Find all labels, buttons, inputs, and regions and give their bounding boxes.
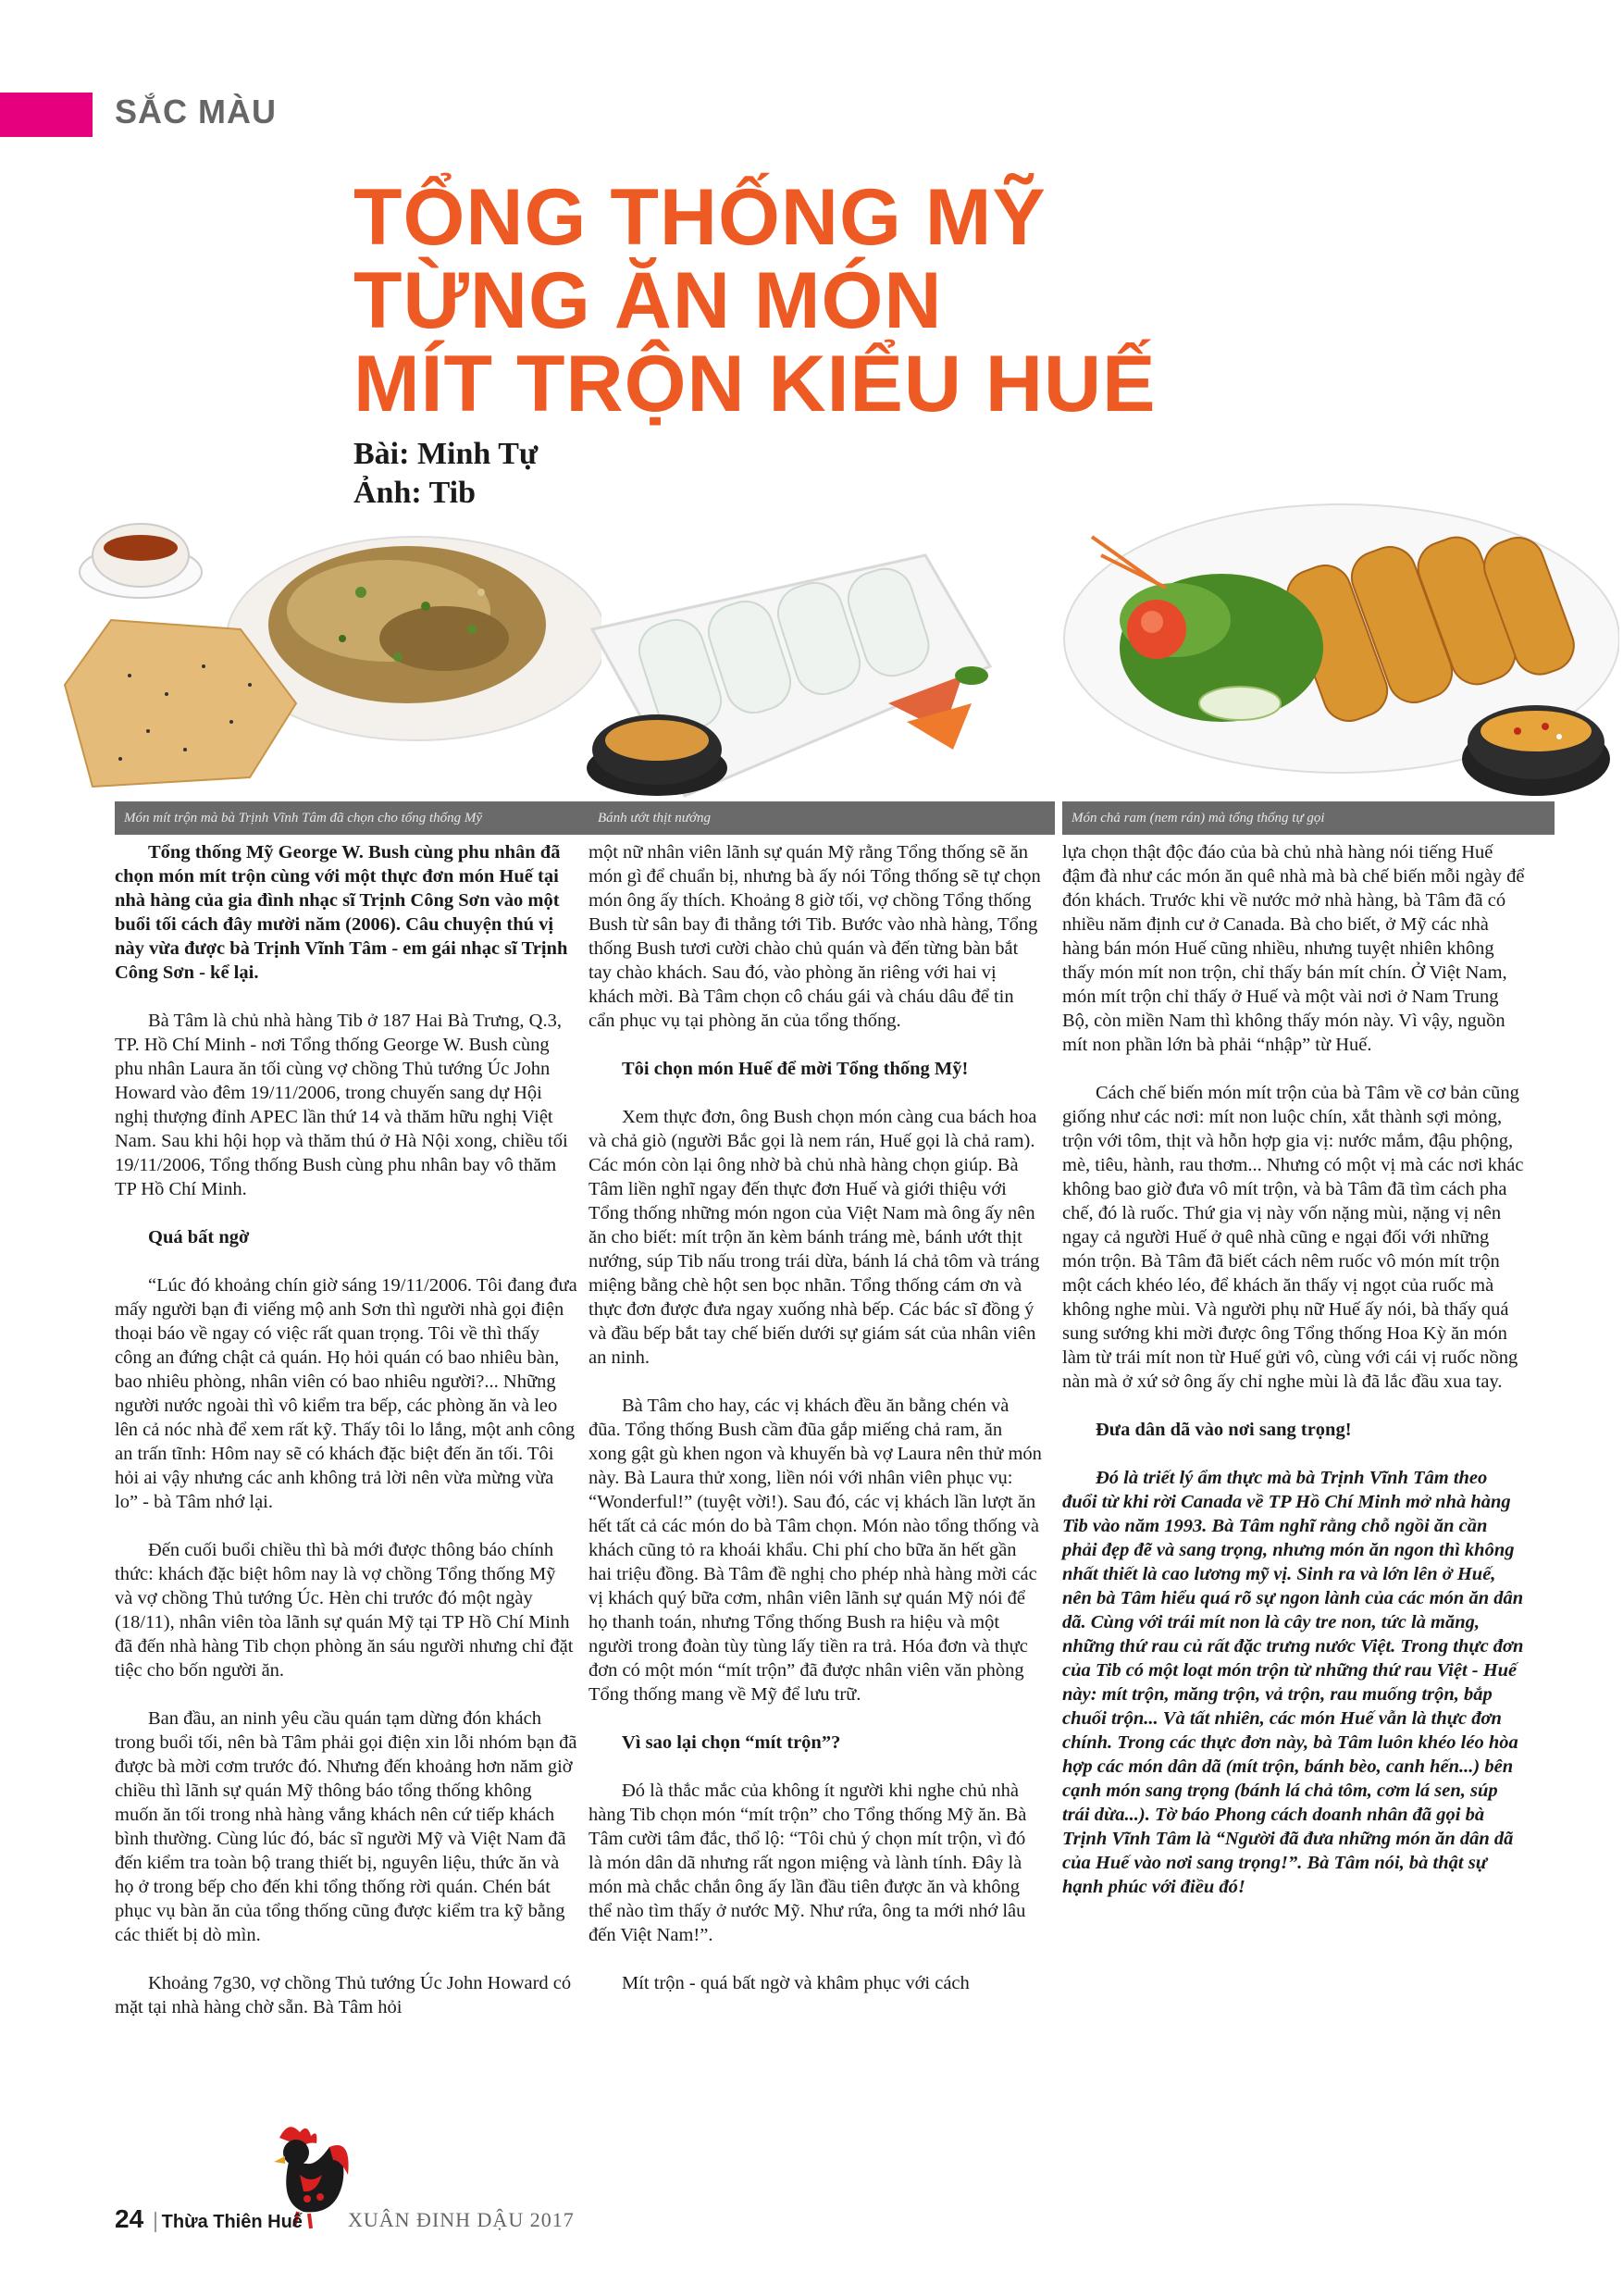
paragraph: Đó là triết lý ẩm thực mà bà Trịnh Vĩnh Tâm theo đuổi từ khi rời Canada về TP Hồ Chí Minh mở nhà hàng Tib vào năm 1993. Bà Tâm nghĩ rằng chỗ ngồi ăn cần phải đẹp đẽ và sang trọng, nhưng món ăn ngon thì không nhất thiết là cao lương mỹ vị. Sinh ra và lớn lên ở Huế, nên bà Tâm hiểu quá rõ sự ngon lành của các món ăn dân dã. Cùng với trái mít non là cây tre non, tức là măng, những thứ rau củ rất đặc trưng nước Việt. Trong thực đơn của Tib có một loạt món trộn từ những thứ rau Việt - Huế này: mít trộn, măng trộn, vả trộn, rau muống trộn, bắp chuối trộn... Và tất nhiên, các món Huế vẫn là thực đơn chính. Trong các thực đơn này, bà Tâm luôn khéo léo hòa hợp các món dân dã (mít trộn, bánh bèo, canh hến...) bên cạnh món sang trọng (bánh lá chả tôm, cơm lá sen, súp trái dừa...). Tờ báo Phong cách doanh nhân đã gọi bà Trịnh Vĩnh Tâm là “Người đã đưa những món ăn dân dã của Huế vào nơi sang trọng!”. Bà Tâm nói, bà thật sự hạnh phúc với điều đó!: [1062, 1468, 1524, 1897]
section-heading: Đưa dân dã vào nơi sang trọng!: [1096, 1420, 1352, 1440]
paragraph: Cách chế biến món mít trộn của bà Tâm về cơ bản cũng giống như các nơi: mít non luộc chín, xắt thành sợi mỏng, trộn với tôm, thịt và hỗn hợp gia vị: nước mắm, đậu phộng, mè, tiêu, hành, rau thơm... Nhưng có một vị mà các nơi khác không bao giờ đưa vô mít trộn, và bà Tâm đã tìm cách pha chế, đó là ruốc. Thứ gia vị này vốn nặng mùi, nặng vị nên ngay cả người Huế ở quê nhà cũng e ngại đối với những món trộn. Bà Tâm đã biết cách nêm ruốc vô món mít trộn một cách khéo léo, để khách ăn thấy vị ngọt của ruốc mà không nghe mùi. Và người phụ nữ Huế ấy nói, bà thấy quá sung sướng khi mời được ông Tổng thống Hoa Kỳ ăn món làm từ trái mít non từ Huế gửi vô, cùng với cái vị ruốc nồng nàn mà ở xứ sở ông ấy chỉ nghe mùi là đã lắc đầu xua tay.: [1062, 1083, 1524, 1392]
author-credit: Bài: Minh Tự: [353, 437, 539, 471]
title-line: TỪNG ĂN MÓN: [353, 256, 943, 345]
magazine-name: Thừa Thiên Huế: [155, 2212, 303, 2232]
issue-label: XUÂN ĐINH DẬU 2017: [348, 2208, 575, 2231]
paragraph: Bà Tâm cho hay, các vị khách đều ăn bằng chén và đũa. Tổng thống Bush cầm đũa gắp miếng chả ram, ăn xong gật gù khen ngon và khuyến bà vợ Laura nên thử món này. Bà Laura thử xong, liền nói với nhân viên phục vụ: “Wonderful!” (tuyệt vời!). Sau đó, các vị khách lần lượt ăn hết tất cả các món do bà Tâm chọn. Món nào tổng thống và khách cũng tỏ ra khoái khẩu. Chi phí cho bữa ăn hết gần hai triệu đồng. Bà Tâm đề nghị cho phép nhà hàng mời các vị khách quý bữa cơm, nhân viên lãnh sự quán Mỹ nói để họ thanh toán, nhưng Tổng thống Bush ra hiệu và một người trong đoàn tùy tùng lấy tiền ra trả. Hóa đơn và thực đơn có một món “mít trộn” đã được nhân viên văn phòng Tổng thống mang về Mỹ để lưu trữ.: [588, 1396, 1042, 1705]
paragraph: Khoảng 7g30, vợ chồng Thủ tướng Úc John Howard có mặt tại nhà hàng chờ sẵn. Bà Tâm hỏi: [115, 1973, 572, 2017]
section-heading: Quá bất ngờ: [148, 1227, 250, 1247]
photo-caption: Món chả ram (nem rán) mà tổng thống tự gọi: [1062, 801, 1555, 835]
photo-credit: Ảnh: Tib: [353, 476, 476, 510]
paragraph: Xem thực đơn, ông Bush chọn món càng cua bách hoa và chả giò (người Bắc gọi là nem rán, Huế gọi là chả ram). Các món còn lại ông nhờ bà chủ nhà hàng chọn giúp. Bà Tâm liền nghĩ ngay đến thực đơn Huế và giới thiệu với Tổng thống những món ngon của Việt Nam mà ông ấy nên ăn cho biết: mít trộn ăn kèm bánh tráng mè, bánh ướt thịt nướng, súp Tib nấu trong trái dừa, bánh lá chả tôm và tráng miệng bằng chè hột sen bọc nhãn. Tổng thống cám ơn và thực đơn được đưa ngay xuống nhà bếp. Các bác sĩ đồng ý và đầu bếp bắt tay chế biến dưới sự giám sát của nhân viên an ninh.: [588, 1107, 1040, 1368]
photo-caption: Món mít trộn mà bà Trịnh Vĩnh Tâm đã chọn cho tổng thống Mỹ: [115, 801, 596, 835]
paragraph: “Lúc đó khoảng chín giờ sáng 19/11/2006. Tôi đang đưa mấy người bạn đi viếng mộ anh Sơn thì người nhà gọi điện thoại báo về ngay có việc rất quan trọng. Tôi về thì thấy công an đứng chật cả quán. Họ hỏi quán có bao nhiêu bàn, bao nhiêu phòng, nhân viên có bao nhiêu người?... Những người nước ngoài thì vô kiểm tra bếp, các phòng ăn và leo lên cả nóc nhà để xem rất kỹ. Thấy tôi lo lắng, một anh công an trấn tĩnh: Hôm nay sẽ có khách đặc biệt đến ăn tối. Tôi hỏi ai vậy nhưng các anh không trả lời nên vừa mừng vừa lo” - bà Tâm nhớ lại.: [115, 1275, 577, 1512]
paragraph: Tổng thống Mỹ George W. Bush cùng phu nhân đã chọn món mít trộn cùng với một thực đơn món Huế tại nhà hàng của gia đình nhạc sĩ Trịnh Công Sơn vào một buổi tối cách đây mười năm (2006). Câu chuyện thú vị này vừa được bà Trịnh Vĩnh Tâm - em gái nhạc sĩ Trịnh Công Sơn - kể lại.: [115, 842, 568, 983]
article-column-1: [115, 840, 577, 2043]
title-line: TỔNG THỐNG MỸ: [353, 173, 1047, 262]
title-line: MÍT TRỘN KIỂU HUẾ: [353, 340, 1157, 428]
photo-mit-tron: [56, 500, 601, 814]
section-tag-bar: [0, 93, 93, 137]
photo-caption: Bánh ướt thịt nướng: [588, 801, 1055, 835]
paragraph: Bà Tâm là chủ nhà hàng Tib ở 187 Hai Bà Trưng, Q.3, TP. Hồ Chí Minh - nơi Tổng thống George W. Bush cùng phu nhân Laura ăn tối cùng vợ chồng Thủ tướng Úc John Howard vào đêm 19/11/2006, trong chuyến sang dự Hội nghị thượng đỉnh APEC lần thứ 14 và thăm hữu nghị Việt Nam. Sau khi hội họp và thăm thú ở Hà Nội xong, chiều tối 19/11/2006, Tổng thống Bush cùng phu nhân bay vô thăm TP Hồ Chí Minh.: [115, 1011, 568, 1199]
paragraph: lựa chọn thật độc đáo của bà chủ nhà hàng nói tiếng Huế đậm đà như các món ăn quê nhà mà bà chế biến mỗi ngày để đón khách. Trước khi về nước mở nhà hàng, bà Tâm đã có nhiều năm định cư ở Canada. Bà cho biết, ở Mỹ các nhà hàng bán món Huế cũng nhiều, nhưng tuyệt nhiên không thấy món mít non trộn, chỉ thấy bán mít chín. Ở Việt Nam, món mít trộn chỉ thấy ở Huế và một vài nơi ở Nam Trung Bộ, còn miền Nam thì không thấy món này. Vì vậy, nguồn mít non phần lớn bà phải “nhập” từ Huế.: [1062, 842, 1525, 1055]
paragraph: Mít trộn - quá bất ngờ và khâm phục với cách: [622, 1973, 970, 1993]
section-label: SẮC MÀU: [115, 93, 277, 130]
section-heading: Vì sao lại chọn “mít trộn”?: [622, 1732, 841, 1753]
article-title: [353, 173, 1556, 428]
page-number: 24: [115, 2204, 144, 2233]
paragraph: Đến cuối buổi chiều thì bà mới được thông báo chính thức: khách đặc biệt hôm nay là vợ chồng Tổng thống Mỹ và vợ chồng Thủ tướng Úc. Hèn chi trước đó một ngày (18/11), nhân viên tòa lãnh sự quán Mỹ tại TP Hồ Chí Minh đã đến nhà hàng Tib chọn phòng ăn sáu người nhưng chỉ đặt tiệc cho bốn người ăn.: [115, 1540, 574, 1681]
paragraph: Ban đầu, an ninh yêu cầu quán tạm dừng đón khách trong buổi tối, nên bà Tâm phải gọi điện xin lỗi nhóm bạn đã được bà mời cơm trước đó. Nhưng đến khoảng hơn năm giờ chiều thì lãnh sự quán Mỹ thông báo tổng thống không muốn ăn tối trong nhà hàng vắng khách nên cứ tiếp khách bình thường. Cùng lúc đó, bác sĩ người Mỹ và Việt Nam đã đến kiểm tra toàn bộ trang thiết bị, nguyên liệu, thức ăn và họ ở trong bếp cho đến khi tổng thống rời quán. Chén bát phục vụ bàn ăn của tổng thống cũng được kiểm tra kỹ bằng các thiết bị dò mìn.: [115, 1708, 577, 1945]
page-footer: [115, 2204, 303, 2234]
article-column-2: [588, 840, 1042, 2019]
section-heading: Tôi chọn món Huế để mời Tổng thống Mỹ!: [622, 1059, 969, 1079]
paragraph: một nữ nhân viên lãnh sự quán Mỹ rằng Tổng thống sẽ ăn món gì để chuẩn bị, nhưng bà ấy nói Tổng thống sẽ tự chọn món ông ấy thích. Khoảng 8 giờ tối, vợ chồng Tổng thống Bush từ sân bay đi thẳng tới Tib. Bước vào nhà hàng, Tổng thống Bush tươi cười chào chủ quán và đến từng bàn bắt tay chào khách. Sau đó, vào phòng ăn riêng với hai vị khách mời. Bà Tâm chọn cô cháu gái và cháu dâu để tin cẩn phục vụ tại phòng ăn của tổng thống.: [588, 842, 1041, 1031]
photo-cha-ram: [1036, 500, 1619, 814]
article-column-3: [1062, 840, 1525, 1923]
photo-banh-uot: [574, 518, 999, 814]
paragraph: Đó là thắc mắc của không ít người khi nghe chủ nhà hàng Tib chọn món “mít trộn” cho Tổng thống Mỹ ăn. Bà Tâm cười tâm đắc, thổ lộ: “Tôi chủ ý chọn mít trộn, vì đó là món dân dã nhưng rất ngon miệng và lành tính. Đây là món mà chắc chắn ông ấy lần đầu tiên được ăn và không thể nào tìm thấy ở nước Mỹ. Như rứa, ông ta mới nhớ lâu đến Việt Nam!”.: [588, 1781, 1027, 1945]
